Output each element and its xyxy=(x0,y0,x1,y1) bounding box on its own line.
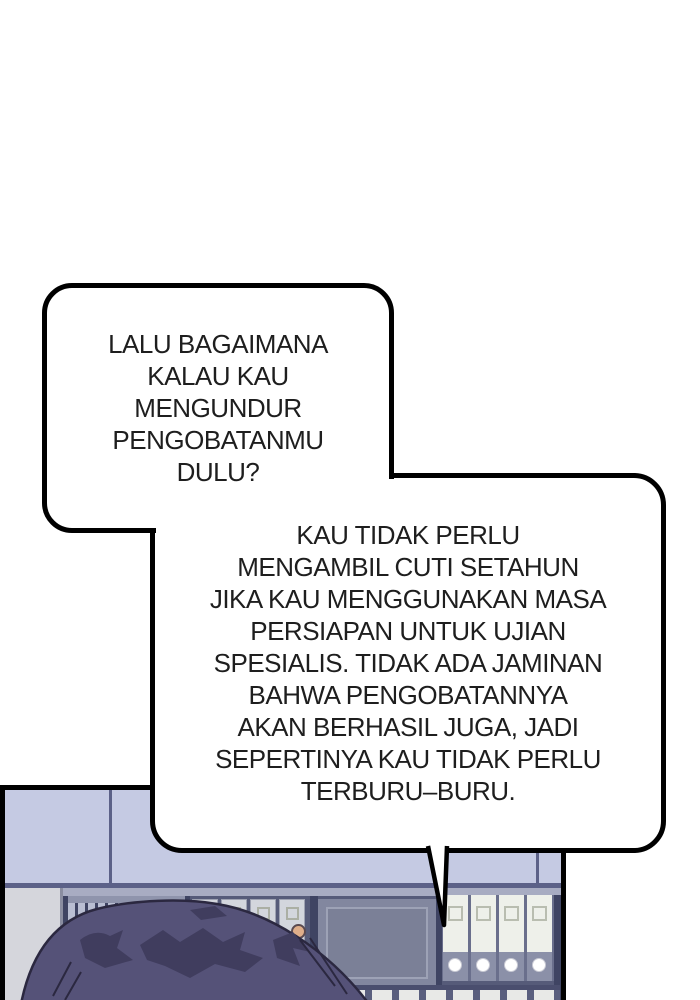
speech-line: BAHWA PENGOBATANNYA xyxy=(248,680,568,710)
speech-line: TERBURU–BURU. xyxy=(300,776,516,806)
speech-line: MENGAMBIL CUTI SETAHUN xyxy=(237,552,579,582)
speech-bubble-tail xyxy=(423,845,453,929)
speech-line: MENGUNDUR xyxy=(134,393,302,423)
speech-line: PERSIAPAN UNTUK UJIAN xyxy=(250,616,566,646)
speech-line: DULU? xyxy=(176,457,260,487)
speech-line: LALU BAGAIMANA xyxy=(108,329,328,359)
speech-line: PENGOBATANMU xyxy=(112,425,324,455)
speech-line: JIKA KAU MENGGUNAKAN MASA xyxy=(209,584,607,614)
speech-line: KALAU KAU xyxy=(147,361,289,391)
speech-line: KAU TIDAK PERLU xyxy=(296,520,520,550)
speech-line: SEPERTINYA KAU TIDAK PERLU xyxy=(215,744,601,774)
speech-line: AKAN BERHASIL JUGA, JADI xyxy=(237,712,579,742)
speech-text-right xyxy=(150,473,666,853)
speech-line: SPESIALIS. TIDAK ADA JAMINAN xyxy=(213,648,603,678)
